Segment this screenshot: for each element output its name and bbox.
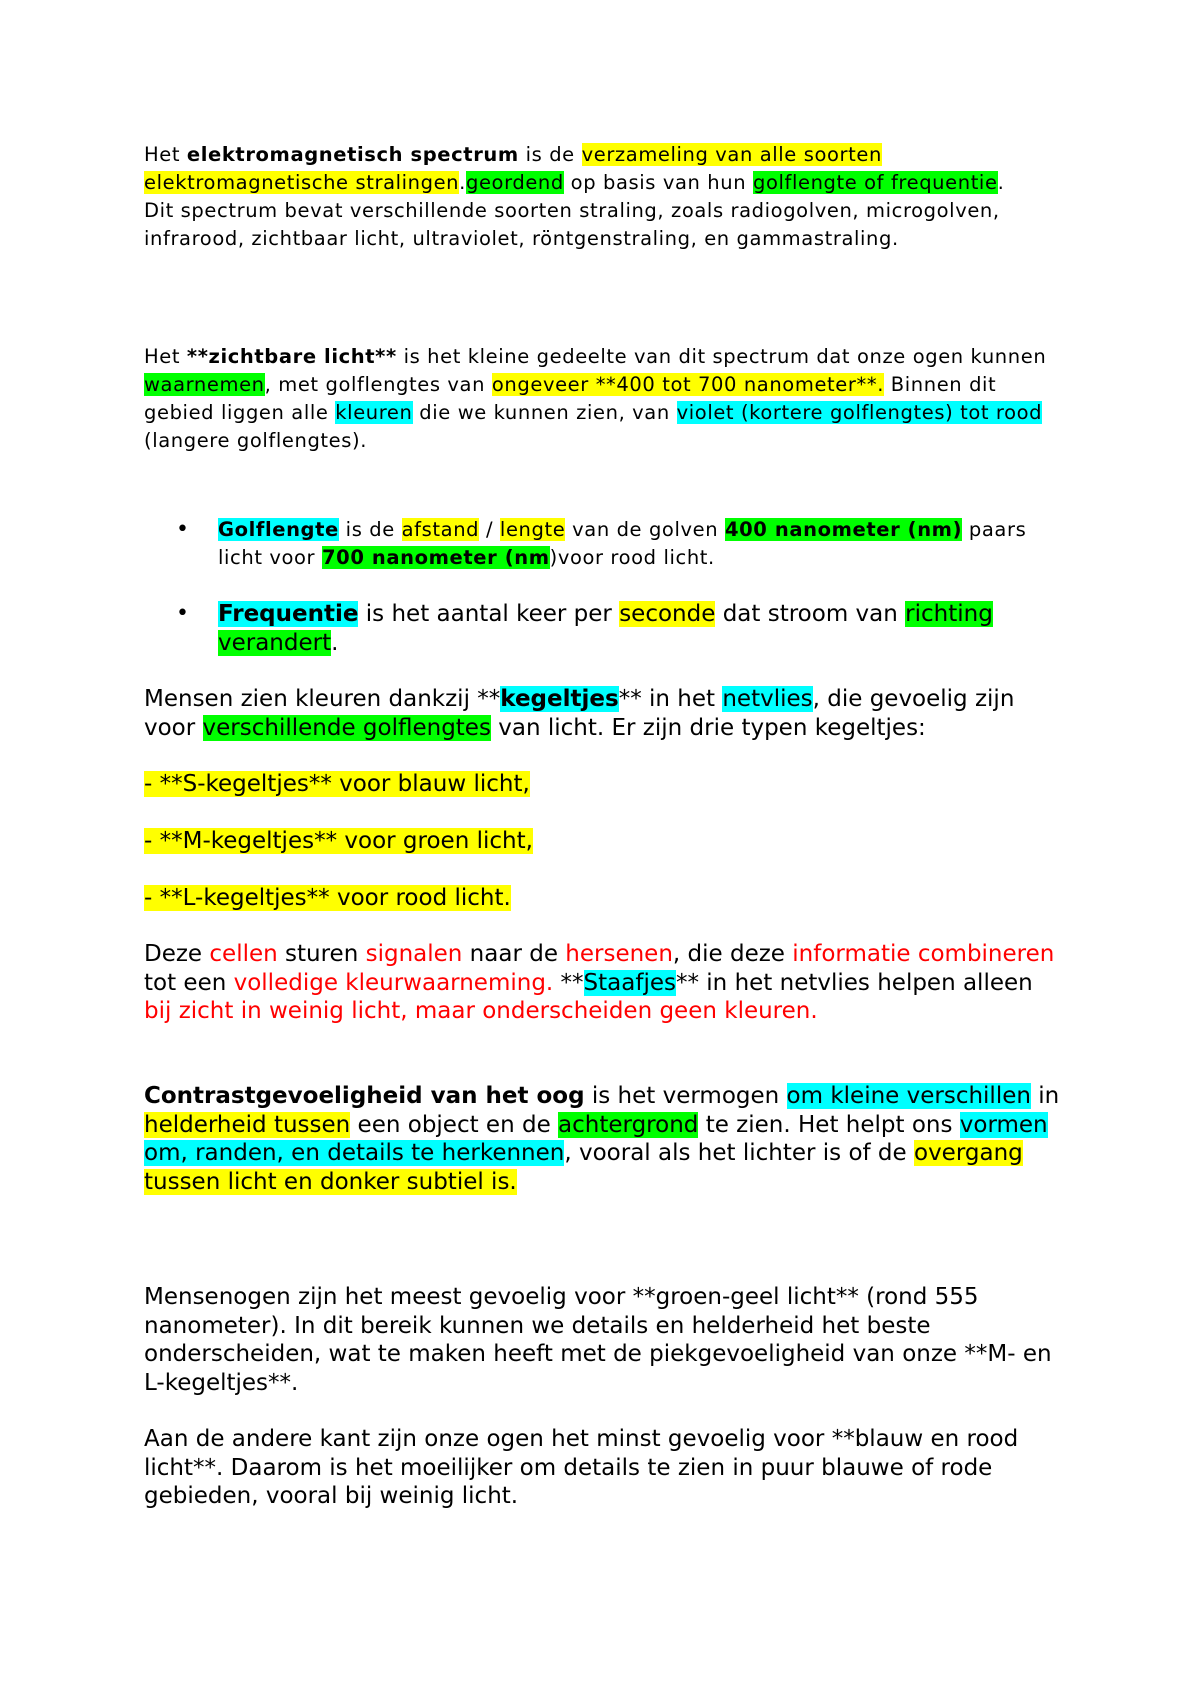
paragraph-least-sensitive: [144, 1425, 1064, 1511]
text-run: tot een: [144, 969, 234, 996]
text-run: is het vermogen: [584, 1083, 787, 1109]
text-run: signalen: [365, 941, 463, 967]
text-run: geordend: [465, 171, 564, 194]
list-line-s-cones: [144, 770, 1064, 799]
text-run: is de: [518, 143, 582, 166]
text-run: Mensenogen zijn het meest gevoelig voor **groen-geel licht** (rond 555 nanometer). In dit bereik kunnen we details en helderheid het beste onderscheiden, wat te maken heeft met de piekgevoeligheid van onze **M- en L-kegeltjes**.: [144, 1284, 1052, 1396]
bullet-list: [144, 516, 1064, 572]
text-run: is het kleine gedeelte van dit spectrum dat onze ogen kunnen: [396, 345, 1047, 368]
text-run: van licht. Er zijn drie typen kegeltjes:: [490, 714, 926, 741]
text-run: vormen om, randen, en details te herkennen: [144, 1111, 1048, 1166]
text-run: .: [331, 629, 339, 656]
text-run: ** in het netvlies helpen alleen: [675, 969, 1033, 996]
text-run: golflengte of frequentie: [752, 171, 998, 194]
text-run: is de: [338, 518, 402, 541]
text-run: Golflengte: [218, 518, 339, 541]
text-run: Dit spectrum bevat verschillende soorten straling, zoals radiogolven, microgolven, infrarood, zichtbaar licht, ultraviolet, röntgenstraling, en gammastraling.: [144, 199, 1000, 250]
text-run: 700 nanometer (nm: [321, 546, 550, 569]
text-run: sturen: [277, 941, 366, 967]
text-run: , met golflengtes van: [264, 373, 492, 396]
text-run: ** in het: [618, 686, 723, 712]
text-run: afstand: [401, 518, 480, 541]
list-line-l-cones: [144, 884, 1064, 913]
text-run: Binnen dit gebied liggen alle: [144, 373, 997, 424]
list-line-m-cones: [144, 827, 1064, 856]
text-run: .: [459, 171, 466, 194]
paragraph-signals: [144, 940, 1064, 1026]
text-run: - **S-kegeltjes** voor blauw licht,: [144, 771, 530, 797]
text-run: verzameling van alle soorten elektromagnetische stralingen: [144, 143, 882, 194]
text-run: , vooral als het lichter is of de: [564, 1140, 914, 1166]
text-run: Staafjes: [583, 969, 676, 996]
text-run: elektromagnetisch spectrum: [186, 143, 519, 166]
text-run: Het: [144, 143, 187, 166]
text-run: van de golven: [565, 518, 725, 541]
bullet-item-golflengte: [144, 516, 1064, 572]
text-run: volledige kleurwaarneming.: [233, 969, 554, 996]
text-run: helderheid tussen: [144, 1111, 351, 1138]
text-run: achtergrond: [558, 1111, 699, 1138]
text-run: in: [1030, 1083, 1060, 1109]
text-run: , die deze: [672, 941, 793, 967]
text-run: - **M-kegeltjes** voor groen licht,: [144, 828, 533, 854]
text-run: kleuren: [335, 401, 413, 424]
text-run: cellen: [209, 941, 278, 967]
text-run: hersenen: [565, 941, 673, 967]
text-run: /: [479, 518, 500, 541]
text-run: die we kunnen zien, van: [412, 401, 677, 424]
text-run: **zichtbare licht**: [186, 345, 397, 368]
paragraph-most-sensitive: [144, 1283, 1064, 1397]
text-run: informatie combineren: [792, 941, 1055, 967]
paragraph-cones-intro: [144, 685, 1064, 742]
text-run: dat stroom van: [715, 601, 906, 627]
text-run: Aan de andere kant zijn onze ogen het minst gevoelig voor **blauw en rood licht**. Daarom is het moeilijker om details te zien in puur blauwe of rode gebieden, vooral bij weinig licht.: [144, 1426, 1019, 1509]
text-run: om kleine verschillen: [786, 1083, 1031, 1109]
paragraph-spectrum: [144, 141, 1064, 253]
text-run: Contrastgevoeligheid van het oog: [144, 1083, 585, 1109]
text-run: 400 nanometer (nm): [724, 518, 963, 541]
text-run: ongeveer **400 tot 700 nanometer**.: [491, 373, 884, 396]
text-run: - **L-kegeltjes** voor rood licht.: [144, 885, 511, 911]
text-run: bij zicht in weinig licht, maar onderscheiden geen kleuren.: [144, 998, 818, 1024]
text-run: Het: [144, 345, 187, 368]
text-run: is het aantal keer per: [358, 601, 620, 627]
text-run: (langere golflengtes).: [144, 429, 368, 452]
bullet-list-2: [144, 600, 1064, 657]
text-run: een object en de: [350, 1111, 559, 1138]
text-run: , die gevoelig zijn voor: [144, 686, 1015, 741]
text-run: netvlies: [722, 686, 813, 712]
text-run: verschillende golflengtes: [202, 714, 491, 741]
text-run: kegeltjes: [500, 686, 619, 712]
text-run: waarnemen: [144, 373, 265, 396]
text-run: richting verandert: [218, 601, 993, 656]
text-run: Mensen zien kleuren dankzij **: [144, 686, 501, 712]
paragraph-visible-light: [144, 343, 1064, 455]
text-run: seconde: [619, 601, 716, 627]
text-run: )voor rood licht.: [549, 546, 715, 569]
bullet-item-frequentie: [144, 600, 1064, 657]
text-run: **: [553, 969, 584, 996]
text-run: naar de: [462, 941, 566, 967]
text-run: violet (kortere golflengtes) tot rood: [676, 401, 1043, 424]
paragraph-contrast: [144, 1082, 1064, 1196]
text-run: te zien. Het helpt ons: [698, 1111, 960, 1138]
text-run: Frequentie: [218, 601, 359, 627]
text-run: paars licht voor: [218, 518, 1027, 569]
text-run: op basis van hun: [563, 171, 753, 194]
text-run: lengte: [499, 518, 566, 541]
text-run: Deze: [144, 941, 210, 967]
text-run: overgang tussen licht en donker subtiel is.: [144, 1140, 1023, 1195]
text-run: .: [997, 171, 1005, 194]
